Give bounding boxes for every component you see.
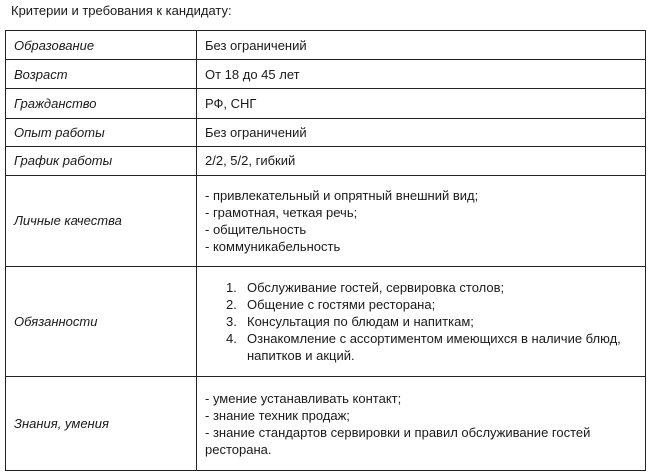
duties-list (205, 279, 637, 364)
row-label-schedule: График работы (6, 146, 197, 175)
table-row (6, 89, 646, 118)
list-item: - грамотная, четкая речь; (205, 204, 358, 220)
row-value-knowledge-skills (197, 377, 646, 471)
table-row (6, 118, 646, 146)
row-value-personal-qualities (197, 175, 646, 266)
table-row (6, 31, 646, 60)
list-item (205, 279, 637, 296)
list-number: 3. (226, 313, 237, 329)
row-label-knowledge-skills: Знания, умения (6, 377, 197, 471)
list-number: 1. (226, 279, 237, 295)
row-value-schedule: 2/2, 5/2, гибкий (197, 146, 646, 175)
row-label-age: Возраст (6, 60, 197, 89)
list-item: - знание техник продаж; (205, 407, 350, 423)
row-label-personal-qualities: Личные качества (6, 175, 197, 266)
row-label-citizenship: Гражданство (6, 89, 197, 118)
page-title: Критерии и требования к кандидату: (11, 3, 232, 18)
row-value-duties (197, 266, 646, 377)
list-item (205, 296, 637, 313)
list-number: 2. (226, 296, 237, 312)
list-item: - общительность (205, 221, 307, 237)
row-label-education: Образование (6, 31, 197, 60)
row-value-citizenship: РФ, СНГ (197, 89, 646, 118)
list-text: Ознакомление с ассортиментом имеющихся в наличие блюд, (247, 330, 621, 346)
list-text: Общение с гостями ресторана; (247, 296, 436, 312)
list-number: 4. (226, 330, 237, 346)
list-text: Обслуживание гостей, сервировка столов; (247, 279, 505, 295)
list-item: - коммуникабельность (205, 238, 341, 254)
table-row (6, 146, 646, 175)
table-row (6, 175, 646, 266)
list-item: - привлекательный и опрятный внешний вид; (205, 187, 479, 203)
list-item: - знание стандартов сервировки и правил обслуживание гостей (205, 424, 591, 440)
row-value-education: Без ограничений (197, 31, 646, 60)
list-item (205, 330, 637, 364)
table-row (6, 60, 646, 89)
list-text: Консультация по блюдам и напиткам; (247, 313, 474, 329)
row-label-experience: Опыт работы (6, 118, 197, 146)
list-item (205, 313, 637, 330)
row-value-experience: Без ограничений (197, 118, 646, 146)
row-label-duties: Обязанности (6, 266, 197, 377)
row-value-age: От 18 до 45 лет (197, 60, 646, 89)
list-text-continuation: напитков и акций. (247, 347, 355, 363)
table-row (6, 377, 646, 471)
list-item: ресторана. (205, 441, 272, 457)
list-item: - умение устанавливать контакт; (205, 390, 402, 406)
table-row (6, 266, 646, 377)
requirements-table (5, 30, 646, 471)
